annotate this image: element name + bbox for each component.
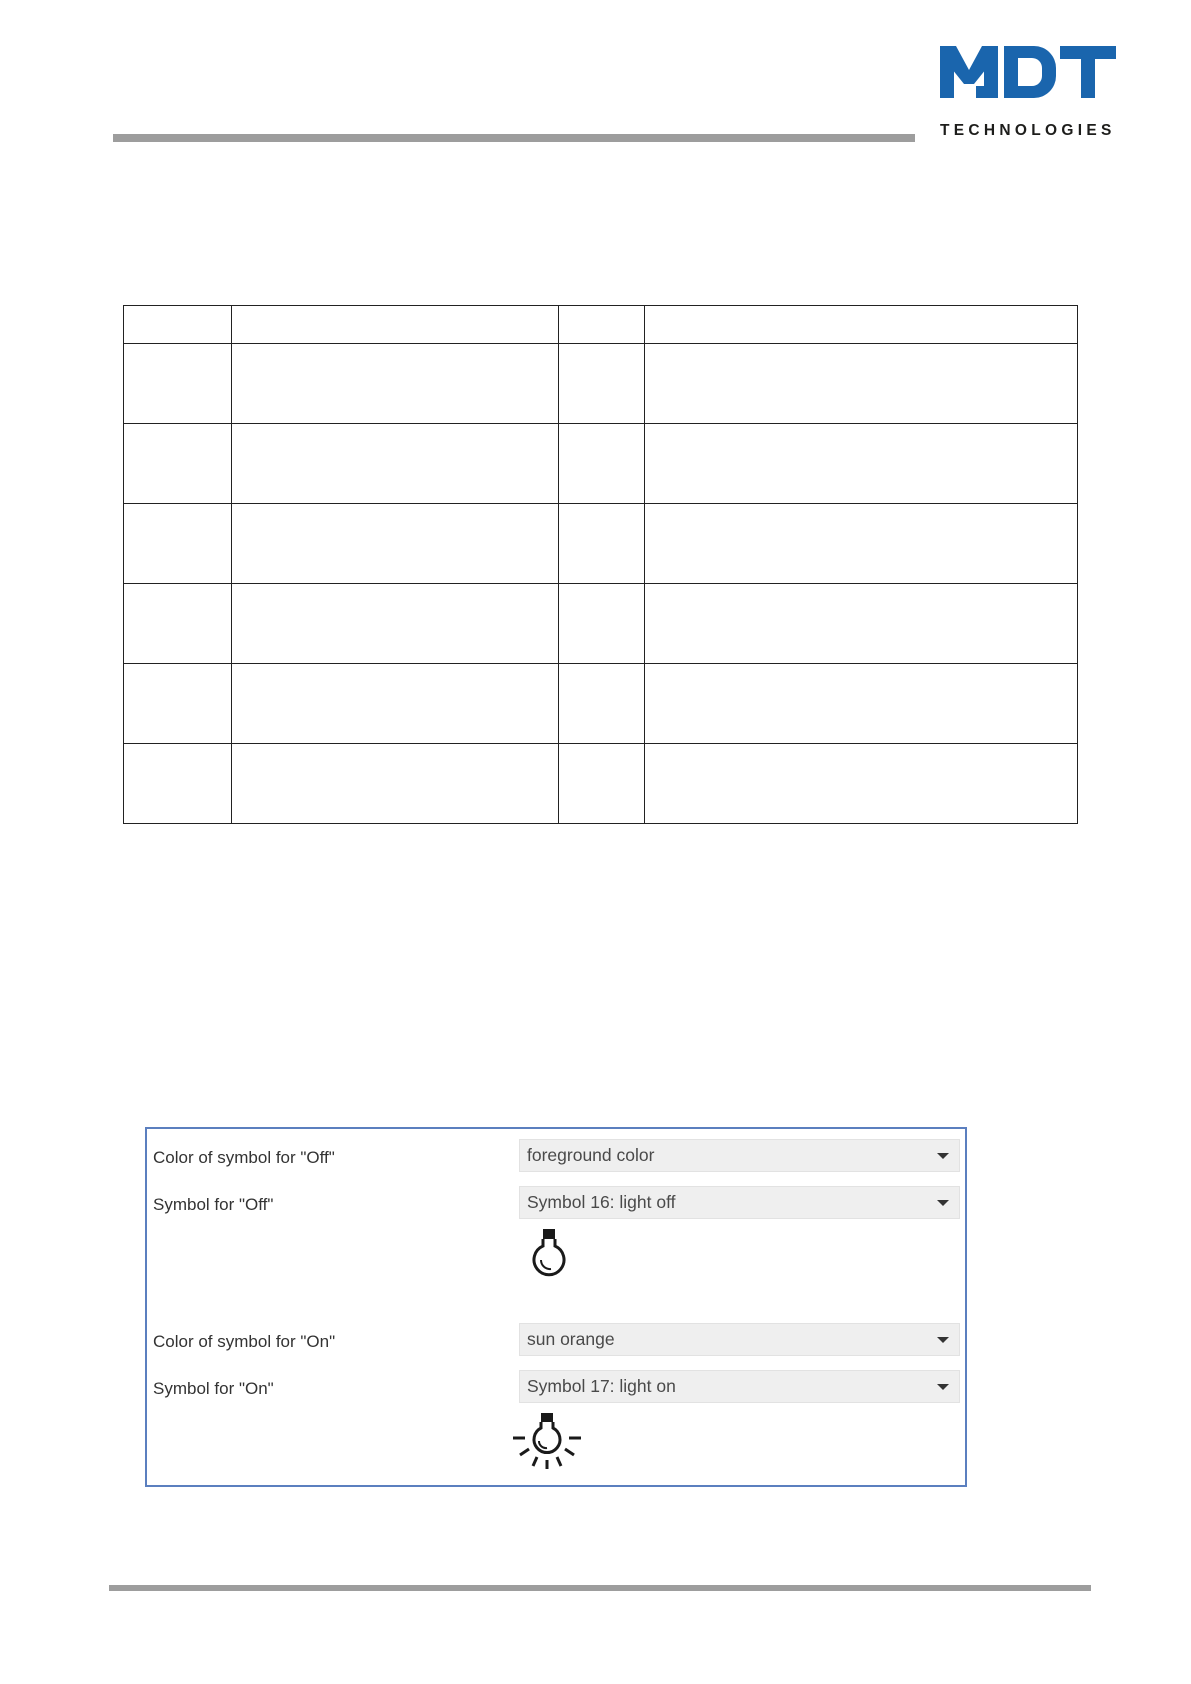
table-cell	[232, 344, 559, 424]
mdt-logo	[940, 40, 1118, 140]
label-color-off: Color of symbol for "Off"	[153, 1148, 335, 1167]
select-symbol-on[interactable]	[519, 1370, 960, 1403]
table-cell	[232, 504, 559, 584]
table-cell	[124, 424, 232, 504]
table-cell	[645, 344, 1078, 424]
table-cell	[232, 424, 559, 504]
chevron-down-icon[interactable]	[937, 1384, 949, 1390]
table-header-cell	[232, 306, 559, 344]
select-symbol-off[interactable]	[519, 1186, 960, 1219]
symbol-settings-panel	[145, 1127, 967, 1487]
table-cell	[559, 744, 645, 824]
select-color-off[interactable]	[519, 1139, 960, 1172]
table-header-row	[124, 306, 1078, 344]
table-cell	[559, 504, 645, 584]
table-header-cell	[124, 306, 232, 344]
select-color-off-value: foreground color	[527, 1145, 655, 1165]
logo-subtitle: TECHNOLOGIES	[940, 122, 1116, 139]
table-cell	[232, 584, 559, 664]
table-cell	[232, 744, 559, 824]
table-cell	[124, 584, 232, 664]
table-row	[124, 664, 1078, 744]
footer-rule	[109, 1585, 1091, 1591]
table-cell	[124, 744, 232, 824]
table-cell	[645, 744, 1078, 824]
table-cell	[124, 344, 232, 424]
table-cell	[232, 664, 559, 744]
table-row	[124, 584, 1078, 664]
chevron-down-icon[interactable]	[937, 1153, 949, 1159]
table-row	[124, 344, 1078, 424]
table-cell	[559, 424, 645, 504]
table-cell	[559, 584, 645, 664]
spec-table	[123, 305, 1078, 824]
table-header-cell	[559, 306, 645, 344]
label-symbol-on: Symbol for "On"	[153, 1379, 274, 1398]
chevron-down-icon[interactable]	[937, 1337, 949, 1343]
chevron-down-icon[interactable]	[937, 1200, 949, 1206]
table-header-cell	[645, 306, 1078, 344]
header-rule	[113, 134, 915, 142]
table-row	[124, 424, 1078, 504]
table-cell	[124, 504, 232, 584]
label-symbol-off: Symbol for "Off"	[153, 1195, 274, 1214]
table-cell	[645, 664, 1078, 744]
table-row	[124, 504, 1078, 584]
light-bulb-on-icon	[511, 1409, 583, 1479]
table-cell	[645, 504, 1078, 584]
table-cell	[559, 664, 645, 744]
select-color-on-value: sun orange	[527, 1329, 615, 1349]
table-cell	[645, 424, 1078, 504]
select-symbol-off-value: Symbol 16: light off	[527, 1192, 676, 1212]
table-cell	[124, 664, 232, 744]
light-bulb-off-icon	[529, 1225, 569, 1281]
table-cell	[645, 584, 1078, 664]
select-symbol-on-value: Symbol 17: light on	[527, 1376, 676, 1396]
table-row	[124, 744, 1078, 824]
select-color-on[interactable]	[519, 1323, 960, 1356]
table-cell	[559, 344, 645, 424]
label-color-on: Color of symbol for "On"	[153, 1332, 336, 1351]
mdt-wordmark-icon	[940, 40, 1118, 100]
